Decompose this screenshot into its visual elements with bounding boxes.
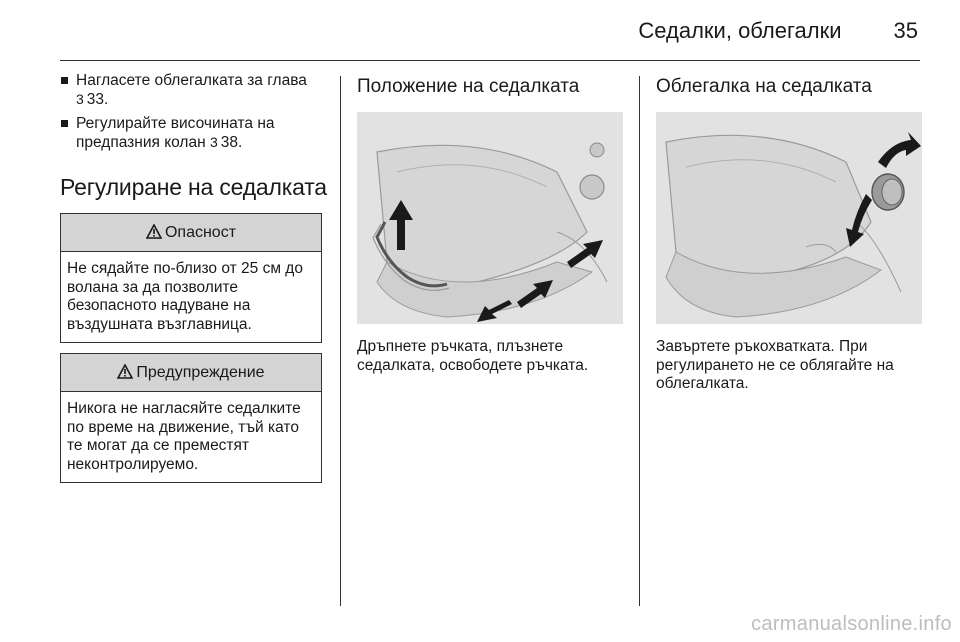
page-reference-link[interactable]: 33. bbox=[86, 91, 109, 108]
page-reference-link[interactable]: 38. bbox=[220, 134, 243, 151]
page-reference-icon: 3 bbox=[76, 91, 84, 107]
column-divider-left bbox=[340, 76, 341, 606]
danger-box-header bbox=[61, 214, 321, 252]
warning-box-body: Никога не нагласяйте седалките по време на движение, тъй като те могат да се преместят неконтролируемо. bbox=[67, 400, 301, 473]
middle-column bbox=[357, 72, 623, 375]
bullet-square-icon bbox=[61, 77, 68, 84]
list-item bbox=[60, 115, 322, 152]
warning-box-title: Предупреждение bbox=[136, 364, 265, 381]
seat-position-illustration bbox=[357, 112, 623, 324]
danger-box bbox=[60, 213, 322, 343]
warning-triangle-icon bbox=[117, 364, 133, 379]
seat-backrest-caption: Завъртете ръкохватката. При регулирането не се облягайте на облегалката. bbox=[656, 338, 894, 392]
page-header bbox=[638, 18, 918, 44]
seat-backrest-illustration bbox=[656, 112, 922, 324]
seat-position-heading: Положение на седалката bbox=[357, 76, 580, 97]
bullet-text: Регулирайте височината на предпазния колан bbox=[76, 115, 275, 151]
page-reference-icon: 3 bbox=[209, 134, 218, 150]
warning-triangle-icon bbox=[146, 224, 162, 239]
section-heading: Регулиране на седалката bbox=[60, 174, 327, 200]
header-title: Седалки, облегалки bbox=[638, 18, 842, 43]
seat-backrest-figure bbox=[656, 112, 922, 324]
page-number: 35 bbox=[893, 18, 918, 43]
right-column bbox=[656, 72, 922, 394]
header-rule bbox=[60, 60, 920, 61]
seat-backrest-heading: Облегалка на седалката bbox=[656, 76, 872, 97]
danger-box-body: Не сядайте по-близо от 25 см до волана за да позволите безопасното надуване на въздушната възглавница. bbox=[67, 260, 303, 333]
warning-box-header bbox=[61, 354, 321, 392]
danger-box-title: Опасност bbox=[164, 224, 237, 241]
column-divider-right bbox=[639, 76, 640, 606]
bullet-text: Нагласете облегалката за глава bbox=[76, 72, 307, 89]
seat-position-caption: Дръпнете ръчката, плъзнете седалката, освободете ръчката. bbox=[357, 338, 589, 374]
watermark: carmanualsonline.info bbox=[751, 613, 952, 635]
left-column bbox=[60, 72, 327, 493]
bullet-list bbox=[60, 72, 322, 152]
bullet-square-icon bbox=[61, 120, 68, 127]
list-item bbox=[60, 72, 322, 109]
seat-position-figure bbox=[357, 112, 623, 324]
warning-box bbox=[60, 353, 322, 483]
